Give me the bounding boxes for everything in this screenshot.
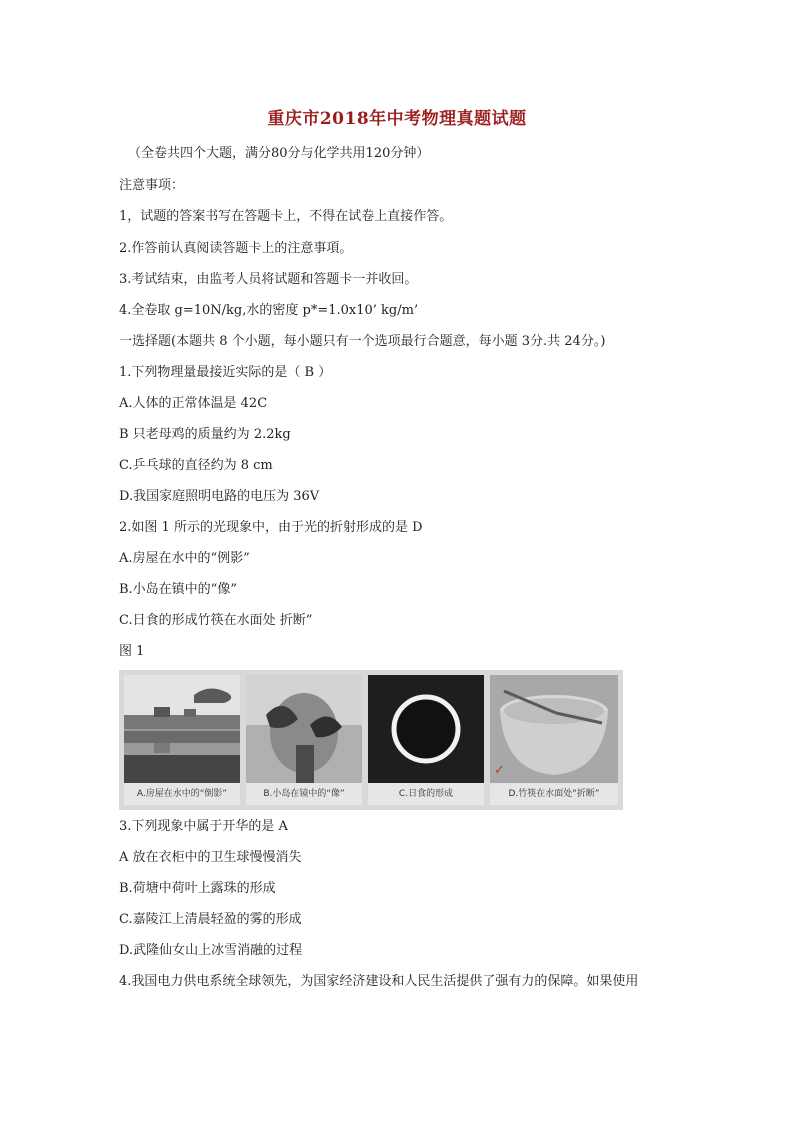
- question-option: B.荷塘中荷叶上露珠的形成: [119, 881, 276, 896]
- figure-label: 图 1: [119, 644, 145, 659]
- question-option: D.武隆仙女山上冰雪消融的过程: [119, 943, 303, 958]
- question-option: A.房屋在水中的“例影”: [119, 551, 250, 566]
- question-stem: 1.下列物理量最接近实际的是（ B ）: [119, 365, 332, 380]
- figure-panel-d: [490, 675, 618, 805]
- question-option: C.嘉陵江上清晨轻盈的雾的形成: [119, 912, 302, 927]
- figure-caption: D.竹筷在水面处“折断”: [490, 783, 618, 805]
- question-option: C.日食的形成竹筷在水面处 折断”: [119, 613, 313, 628]
- section-heading: 一选择题(本题共 8 个小题，每小题只有一个选项最行合题意，每小题 3分.共 24分。): [119, 334, 606, 349]
- question-option: B 只老母鸡的质量约为 2.2kg: [119, 427, 291, 442]
- question-option: A 放在衣柜中的卫生球慢慢消失: [119, 850, 302, 865]
- notes-heading: 注意事项：: [119, 178, 185, 193]
- house-reflection-image: [124, 675, 240, 783]
- question-stem: 4.我国电力供电系统全球领先，为国家经济建设和人民生活提供了强有力的保障。如果使用: [119, 974, 639, 989]
- question-option: C.乒乓球的直径约为 8 cm: [119, 458, 273, 473]
- figure-caption: A.房屋在水中的“倒影”: [124, 783, 240, 805]
- note-item: 1，试题的答案书写在答题卡上，不得在试卷上直接作答。: [119, 209, 453, 224]
- note-item: 2.作答前认真阅读答题卡上的注意事項。: [119, 241, 353, 256]
- figure-caption: C.日食的形成: [368, 783, 484, 805]
- question-option: B.小岛在镇中的“像”: [119, 582, 237, 597]
- exam-info: （全卷共四个大题，满分80分与化学共用120分钟）: [128, 146, 430, 161]
- question-stem: 3.下列现象中属于开华的是 A: [119, 819, 288, 834]
- figure-panel-b: [246, 675, 362, 805]
- check-mark-icon: ✓: [494, 763, 505, 778]
- figure-panel-c: [368, 675, 484, 805]
- note-item: 4.全卷取 g=10N/kg,水的密度 p*=1.0x10’ kg/m’: [119, 303, 419, 318]
- question-stem: 2.如图 1 所示的光现象中，由于光的折射形成的是 D: [119, 520, 423, 535]
- figure-1: [119, 670, 623, 810]
- figure-caption: B.小岛在镜中的“像”: [246, 783, 362, 805]
- page-title: 重庆市2018年中考物理真题试题: [267, 109, 527, 129]
- figure-panel-a: [124, 675, 240, 805]
- question-option: A.人体的正常体温是 42C: [119, 396, 268, 411]
- solar-eclipse-image: [368, 675, 484, 783]
- note-item: 3.考试结束，由监考人员将试题和答题卡一并收回。: [119, 272, 418, 287]
- bird-mirror-image: [246, 675, 362, 783]
- question-option: D.我国家庭照明电路的电压为 36V: [119, 489, 320, 504]
- chopstick-bowl-image: [490, 675, 618, 783]
